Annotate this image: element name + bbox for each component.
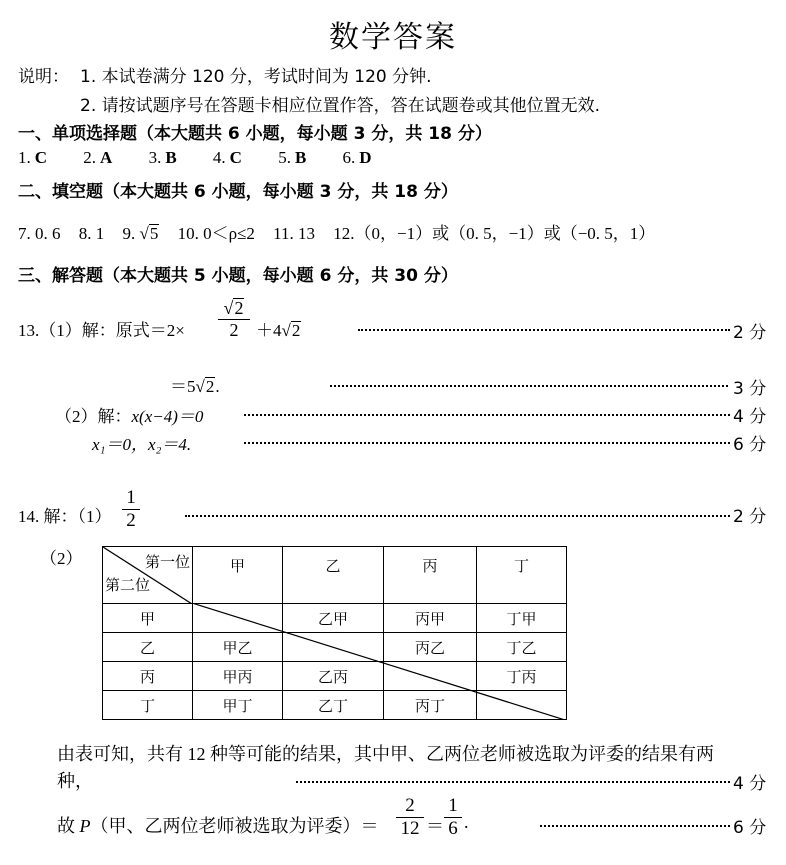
q13-score-4: 6 分 bbox=[733, 435, 767, 455]
score-leader bbox=[358, 329, 730, 331]
table-cell: 丙乙 bbox=[384, 633, 477, 662]
mc-answers bbox=[18, 148, 372, 168]
fill-answer-8: 8. 1 bbox=[78, 224, 105, 243]
fill-answer-7: 7. 0. 6 bbox=[18, 224, 61, 243]
corner-diagonal bbox=[103, 547, 192, 604]
prob-frac1-denominator: 12 bbox=[396, 817, 424, 840]
score-leader bbox=[296, 781, 730, 783]
table-cell: 丁甲 bbox=[477, 604, 567, 633]
q13-part2: （2）解：x(x−4)＝0 bbox=[55, 407, 204, 426]
table-cell: 乙丙 bbox=[283, 662, 384, 691]
row-label: 丙 bbox=[103, 662, 193, 691]
mc-answer-3: 3. B bbox=[148, 148, 177, 167]
fill-answer-10: 10. 0＜ρ≤2 bbox=[177, 224, 255, 243]
prob-end: . bbox=[464, 812, 469, 832]
prob-frac1-numerator: 2 bbox=[405, 795, 415, 816]
table-cell: 丙甲 bbox=[384, 604, 477, 633]
sqrt-radicand: 5 bbox=[149, 224, 159, 243]
table-cell: 乙甲 bbox=[283, 604, 384, 633]
q13-part1-line2: ＝5√2. bbox=[170, 377, 220, 396]
table-header-cell: 甲 bbox=[193, 547, 283, 604]
table-cell: 甲丁 bbox=[193, 691, 283, 720]
row-label: 丁 bbox=[103, 691, 193, 720]
mc-answer-1: 1. C bbox=[18, 148, 48, 167]
q13-frac-numerator: √2 bbox=[223, 298, 244, 318]
fill-answer-11: 11. 13 bbox=[273, 224, 316, 243]
score-leader bbox=[244, 442, 730, 444]
table-header-cell: 乙 bbox=[283, 547, 384, 604]
table-cell: 丁丙 bbox=[477, 662, 567, 691]
q14-probability: 故 P（甲、乙两位老师被选取为评委）＝ bbox=[57, 816, 379, 836]
q14-part2-label: （2） bbox=[40, 549, 83, 568]
table-cell: 丁乙 bbox=[477, 633, 567, 662]
mc-answer-4: 4. C bbox=[212, 148, 242, 167]
score-leader bbox=[185, 515, 730, 517]
q14-frac-numerator: 1 bbox=[126, 487, 136, 508]
q13-score-1: 2 分 bbox=[733, 323, 767, 343]
score-leader bbox=[540, 825, 730, 827]
q14-conclusion-line1: 由表可知，共有 12 种等可能的结果，其中甲、乙两位老师被选取为评委的结果有两 bbox=[57, 744, 714, 764]
corner-bottom: 第二位 bbox=[105, 576, 151, 594]
table-corner bbox=[103, 547, 193, 604]
table-cell: 丙丁 bbox=[384, 691, 477, 720]
score-leader bbox=[244, 414, 730, 416]
q13-line1-suffix: ＋4√2 bbox=[256, 321, 301, 340]
q13-frac-denominator: 2 bbox=[218, 319, 250, 341]
row-label: 甲 bbox=[103, 604, 193, 633]
fill-answer-9: 9. √5 bbox=[122, 224, 159, 243]
prob-frac2-denominator: 6 bbox=[444, 817, 462, 840]
mc-answer-5: 5. B bbox=[278, 148, 307, 167]
prob-equals: ＝ bbox=[426, 816, 444, 836]
q13-fraction bbox=[218, 298, 250, 341]
section2-heading: 二、填空题（本大题共 6 小题，每小题 3 分，共 18 分） bbox=[18, 182, 458, 202]
q14-score-2: 4 分 bbox=[733, 774, 767, 794]
section1-heading: 一、单项选择题（本大题共 6 小题，每小题 3 分，共 18 分） bbox=[18, 124, 492, 144]
section3-heading: 三、解答题（本大题共 5 小题，每小题 6 分，共 30 分） bbox=[18, 266, 458, 286]
table-cell: 甲乙 bbox=[193, 633, 283, 662]
q13-score-2: 3 分 bbox=[733, 379, 767, 399]
table-diagonal bbox=[192, 603, 565, 720]
q14-frac-denominator: 2 bbox=[122, 509, 140, 532]
q14-score-3: 6 分 bbox=[733, 818, 767, 838]
mc-answer-6: 6. D bbox=[342, 148, 372, 167]
corner-top: 第一位 bbox=[144, 553, 190, 571]
q14-conclusion-line2: 种， bbox=[57, 771, 93, 791]
fill-answers bbox=[18, 219, 655, 244]
q13-solution: x₁＝0，x₂＝4. bbox=[92, 435, 192, 454]
score-leader bbox=[330, 385, 728, 387]
note-2: 2. 请按试题序号在答题卡相应位置作答，答在试题卷或其他位置无效. bbox=[80, 96, 601, 116]
prob-fraction-1 bbox=[396, 795, 424, 840]
q14-fraction bbox=[122, 487, 140, 532]
q14-part1: 14. 解：（1） bbox=[18, 507, 112, 526]
prob-fraction-2 bbox=[444, 795, 462, 840]
page-title: 数学答案 bbox=[329, 20, 457, 55]
q14-score-1: 2 分 bbox=[733, 507, 767, 527]
mc-answer-2: 2. A bbox=[83, 148, 113, 167]
table-header-cell: 丙 bbox=[384, 547, 477, 604]
table-cell: 乙丁 bbox=[283, 691, 384, 720]
table-header-cell: 丁 bbox=[477, 547, 567, 604]
prob-frac2-numerator: 1 bbox=[448, 795, 458, 816]
q13-score-3: 4 分 bbox=[733, 407, 767, 427]
q13-part1-line1: 13.（1）解：原式＝2× bbox=[18, 321, 185, 340]
note-1: 1. 本试卷满分 120 分，考试时间为 120 分钟. bbox=[80, 67, 432, 87]
table-cell: 甲丙 bbox=[193, 662, 283, 691]
fill-answer-12: 12.（0，−1）或（0. 5，−1）或（−0. 5，1） bbox=[333, 224, 656, 243]
row-label: 乙 bbox=[103, 633, 193, 662]
notes-label: 说明： bbox=[18, 67, 69, 87]
